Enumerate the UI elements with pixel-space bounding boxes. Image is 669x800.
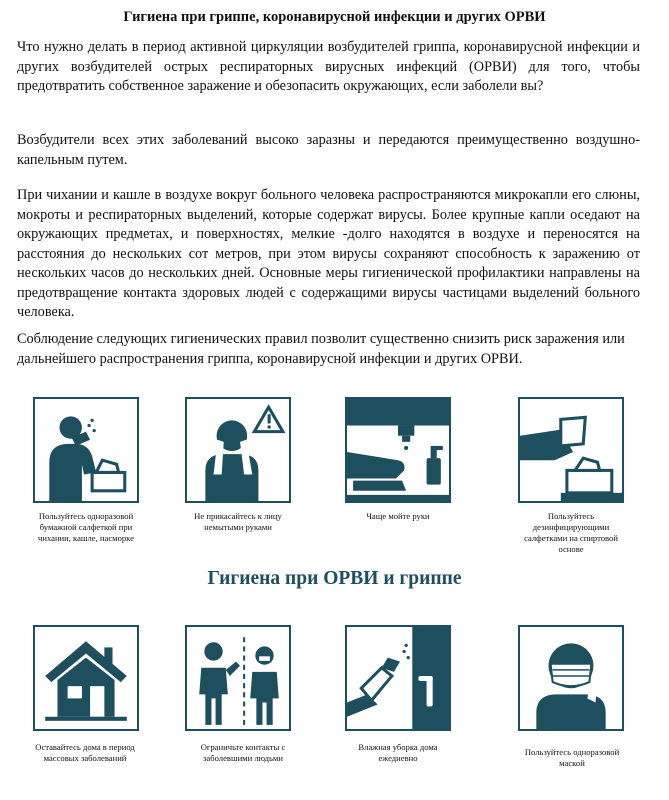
house-icon	[33, 625, 139, 731]
caption-wet-cleaning: Влажная уборка дома ежедневно	[358, 742, 438, 763]
caption-stay-home: Оставайтесь дома в период массовых заболеваний	[35, 742, 135, 763]
paragraph-4: Соблюдение следующих гигиенических правил позволит существенно снизить риск заражения или дальнейшего распространения гриппа, коронавирусной инфекции и других ОРВИ.	[17, 331, 625, 367]
paragraph-3: При чихании и кашле в воздухе вокруг больного человека распространяются микрокапли его слюны, мокроты и респираторных выделений, которые содержат вирусы. Более крупные капли оседают на окружающих предметах, и поверхностях, мелкие -долго находятся в воздухе и переносятся на расстояния до нескольких сот метров, при этом вирусы сохраняют способность к заражению от нескольких часов до нескольких дней. Основные меры гигиенической профилактики направлены на предотвращение контакта здоровых людей с содержащими вирусы частицами выделений больного человека.	[17, 187, 640, 320]
disinfect-wipes-icon	[518, 397, 624, 503]
caption-no-touch-face: Не прикасайтесь к лицу немытыми руками	[194, 511, 282, 532]
document-title: Гигиена при гриппе, коронавирусной инфекции и других ОРВИ	[123, 9, 546, 25]
caption-face-mask: Пользуйтесь одноразовой маской	[524, 747, 620, 768]
caption-limit-contact: Ограничьте контакты с заболевшими людьми	[200, 742, 286, 763]
paragraph-1: Что нужно делать в период активной циркуляции возбудителей гриппа, коронавирусной инфекции и других возбудителей острых респираторных вирусных инфекций (ОРВИ) для того, чтобы предотвратить собственное заражение и обезопасить окружающих, если заболели вы?	[17, 39, 640, 94]
sneeze-tissue-icon	[33, 397, 139, 503]
paragraph-2: Возбудители всех этих заболеваний высоко заразны и передаются преимущественно воздушно-капельным путем.	[17, 132, 640, 168]
caption-wash-hands: Чаще мойте руки	[366, 511, 430, 521]
face-mask-icon	[518, 625, 624, 731]
section-subtitle: Гигиена при ОРВИ и гриппе	[207, 568, 462, 589]
caption-sneeze-tissue: Пользуйтесь одноразовой бумажной салфеткой при чихании, кашле, насморке	[38, 511, 134, 543]
caption-disinfect-wipes: Пользуйтесь дезинфицирующими салфетками на спиртовой основе	[524, 511, 618, 554]
cleaning-spray-icon	[345, 625, 451, 731]
limit-contact-icon	[185, 625, 291, 731]
wash-hands-icon	[345, 397, 451, 503]
no-touch-face-icon	[185, 397, 291, 503]
